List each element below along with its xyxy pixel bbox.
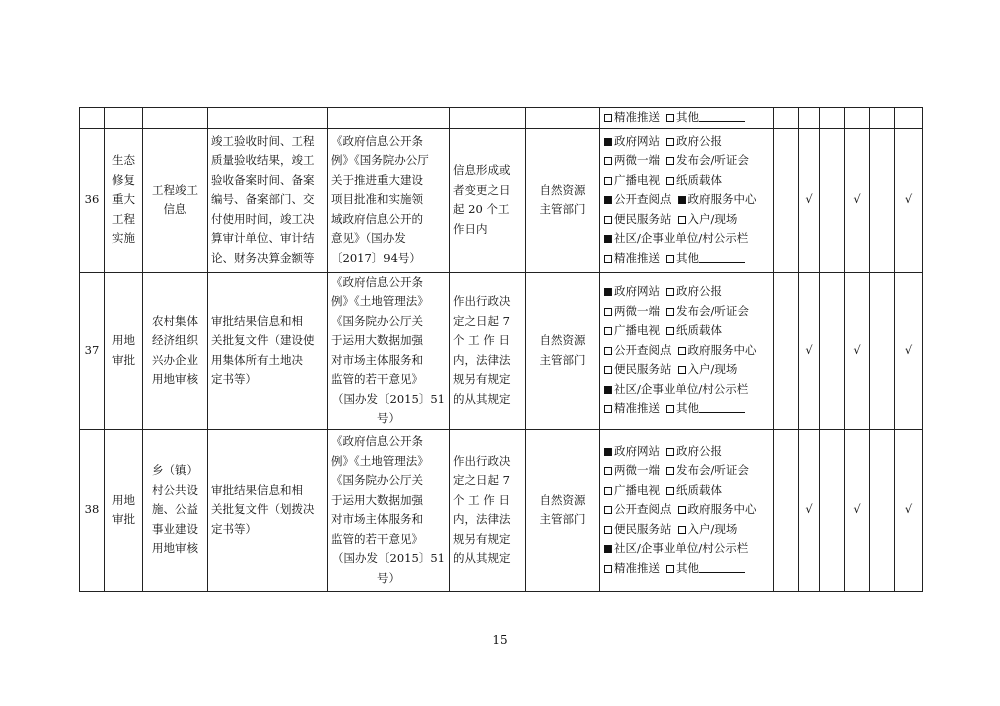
checkbox-icon [678,526,686,534]
item-cell-line: 兴办企业 [152,352,198,367]
basis-cell-line: 域政府信息公开的 [331,211,423,226]
channel-line [604,321,769,341]
item-cell-line: 事业建设 [152,521,198,536]
channel-line [604,171,769,191]
row-number: 38 [80,429,105,591]
checkbox-icon [604,405,612,413]
checkbox-icon [666,467,674,475]
department-cell-line: 自然资源 [539,492,586,507]
content-cell-line: 论、财务决算金额等 [211,250,315,265]
basis-cell-line: （国办发〔2015〕51 [332,551,445,565]
channel-label: 其他 [676,250,699,265]
time-limit-cell-line: 个 工 作 日 [453,333,510,347]
cell-empty [208,108,328,129]
basis-cell-line: 对市场主体服务和 [331,512,423,526]
check-mark-cell: √ [845,429,870,591]
row-number: 37 [80,272,105,429]
channel-label: 公开查阅点 [614,502,672,517]
cell-empty [774,128,799,272]
blank-line [699,111,745,122]
channel-line [604,229,769,249]
content-cell-line: 定书等） [211,521,257,536]
cell-empty [105,108,143,129]
checkbox-icon [604,177,612,185]
checkbox-icon [666,157,674,165]
content-cell [208,128,328,272]
channel-label: 政府网站 [614,284,660,299]
department-cell-line: 自然资源 [539,182,586,197]
time-limit-cell-line: 内，法律法 [453,352,511,367]
basis-cell [328,128,450,272]
content-cell-line: 验收备案时间、备案 [211,172,315,187]
cell-empty [774,429,799,591]
channel-label: 社区/企事业单位/村公示栏 [614,541,749,556]
category-cell-line: 用地 [112,492,135,507]
item-cell-line: 用地审核 [152,372,198,386]
item-cell-line: 经济组织 [152,333,198,347]
checked-box-icon [604,196,612,204]
category-cell-line: 工程 [112,211,135,226]
check-mark-cell: √ [799,272,820,429]
checkbox-icon [666,177,674,185]
checkbox-icon [666,308,674,316]
time-limit-cell-line: 起 20 个工 [453,202,510,216]
basis-cell-line: 例》《国务院办公厅 [331,153,429,168]
channel-label: 政府服务中心 [687,342,757,357]
time-limit-cell-line: 信息形成或 [453,163,511,177]
checkbox-icon [666,327,674,335]
time-limit-cell [450,429,526,591]
checkbox-icon [678,506,686,514]
content-cell-line: 审批结果信息和相 [211,313,303,328]
checkbox-icon [666,448,674,456]
basis-cell-line: 《国务院办公厅关 [331,473,423,487]
basis-cell-line: 监管的若干意见》 [331,531,423,546]
basis-cell-line: 《政府信息公开条 [331,274,423,289]
checkbox-icon [604,366,612,374]
cell-empty [870,108,895,129]
channel-line [604,190,769,210]
channels-cell [600,128,774,272]
content-cell [208,272,328,429]
category-cell-line: 审批 [112,512,135,526]
check-mark-cell: √ [895,429,923,591]
channels-cell [600,429,774,591]
content-cell-line: 编号、备案部门、交 [211,192,315,207]
checkbox-icon [604,347,612,355]
checkbox-icon [666,405,674,413]
department-cell [526,128,600,272]
item-cell-line: 施、公益 [152,502,198,517]
checkbox-icon [666,487,674,495]
content-cell-line: 关批复文件（划拨决 [211,502,315,517]
cell-empty [870,429,895,591]
time-limit-cell-line: 的从其规定 [453,391,511,406]
basis-cell-line: 《国务院办公厅关 [331,313,423,328]
channel-label: 其他 [676,401,699,416]
check-mark-cell: √ [799,128,820,272]
time-limit-cell-line: 作出行政决 [453,294,511,308]
channel-line [604,539,769,559]
checked-box-icon [604,138,612,146]
blank-line [699,562,745,573]
channel-label: 两微一端 [614,463,660,478]
cell-empty [774,108,799,129]
channel-label: 政府网站 [614,443,660,458]
content-cell-line: 审批结果信息和相 [211,482,303,497]
item-cell-line: 信息 [163,202,187,216]
channel-line [604,500,769,520]
channel-label: 政府服务中心 [687,192,757,207]
check-mark-cell: √ [845,272,870,429]
channel-line [604,520,769,540]
cell-empty [870,128,895,272]
channel-label: 入户/现场 [687,211,738,226]
item-cell-line: 用地审核 [152,541,198,556]
checked-box-icon [604,288,612,296]
time-limit-cell-line: 规另有规定 [453,531,511,546]
channel-label: 其他 [676,560,699,575]
department-cell [526,429,600,591]
department-cell [526,272,600,429]
item-cell-line: 工程竣工 [152,182,198,197]
channel-line [604,151,769,171]
channel-label: 发布会/听证会 [676,463,749,478]
checkbox-icon [666,255,674,263]
basis-cell-line: 例》《土地管理法》 [331,294,429,308]
checkbox-icon [678,216,686,224]
channel-label: 政府公报 [676,443,722,458]
item-cell [143,128,208,272]
channel-label: 政府公报 [676,133,722,148]
channel-line [604,380,769,400]
basis-cell-line: 监管的若干意见》 [331,372,423,386]
basis-cell [328,272,450,429]
basis-cell-line: 于运用大数据加强 [331,333,423,347]
category-cell [105,128,143,272]
cell-empty [450,108,526,129]
channel-label: 精准推送 [614,250,660,265]
basis-cell-line: 意见》（国办发 [331,231,406,246]
channel-label: 广播电视 [614,482,660,497]
cell-empty [820,429,845,591]
table-row [80,429,923,591]
time-limit-cell-line: 内，法律法 [453,512,511,526]
channels-cell [600,272,774,429]
disclosure-table [79,107,923,592]
channel-label: 公开查阅点 [614,192,672,207]
department-cell-line: 主管部门 [539,512,586,526]
channel-line [604,282,769,302]
cell-empty [774,272,799,429]
basis-cell-line: 关于推进重大建设 [331,172,423,187]
channel-line [604,399,769,419]
checkbox-icon [666,138,674,146]
content-cell-line: 质量验收结果，竣工 [211,153,315,168]
blank-line [699,252,745,263]
category-cell-line: 审批 [112,352,135,367]
time-limit-cell-line: 的从其规定 [453,551,511,565]
category-cell [105,272,143,429]
category-cell [105,429,143,591]
checkbox-icon [604,327,612,335]
basis-cell-line: 于运用大数据加强 [331,492,423,507]
channels-cell [600,108,774,129]
channel-label: 两微一端 [614,153,660,168]
channel-label: 精准推送 [614,401,660,416]
checkbox-icon [604,114,612,122]
checkbox-icon [604,255,612,263]
channel-label: 入户/现场 [687,521,738,536]
cell-empty [799,108,820,129]
basis-cell-line: 〔2017〕94号） [331,250,421,265]
category-cell-line: 用地 [112,333,135,347]
basis-cell-line: 号） [377,570,400,585]
channel-line [604,341,769,361]
content-cell-line: 算审计单位、审计结 [211,231,315,246]
channel-label: 社区/企事业单位/村公示栏 [614,231,749,246]
channel-label: 便民服务站 [614,521,672,536]
item-cell-line: 乡（镇） [152,463,198,478]
channel-label: 政府网站 [614,133,660,148]
basis-cell-line: 项目批准和实施领 [331,192,423,207]
checkbox-icon [666,288,674,296]
content-cell-line: 付使用时间，竣工决 [211,211,315,226]
page-number: 15 [492,633,508,647]
basis-cell [328,429,450,591]
channel-label: 其他 [676,110,699,124]
channel-label: 便民服务站 [614,362,672,377]
basis-cell-line: 号） [377,411,400,425]
department-cell-line: 主管部门 [539,352,586,367]
time-limit-cell-line: 者变更之日 [453,182,511,197]
category-cell-line: 修复 [112,172,135,187]
channel-label: 广播电视 [614,172,660,187]
basis-cell-line: 《政府信息公开条 [331,133,423,148]
check-mark-cell: √ [895,272,923,429]
channel-label: 纸质载体 [676,482,722,497]
check-mark-cell: √ [799,429,820,591]
channel-line [604,559,769,579]
channel-line [604,360,769,380]
cell-empty [870,272,895,429]
table-row [80,128,923,272]
cell-empty [328,108,450,129]
checkbox-icon [666,114,674,122]
channel-label: 便民服务站 [614,211,672,226]
checkbox-icon [604,526,612,534]
channel-label: 纸质载体 [676,323,722,338]
channel-label: 社区/企事业单位/村公示栏 [614,381,749,396]
checkbox-icon [604,506,612,514]
row-number: 36 [80,128,105,272]
checked-box-icon [604,386,612,394]
checkbox-icon [604,467,612,475]
basis-cell-line: 对市场主体服务和 [331,352,423,367]
time-limit-cell [450,128,526,272]
cell-empty [80,108,105,129]
item-cell-line: 农村集体 [152,313,198,328]
time-limit-cell [450,272,526,429]
table-row [80,272,923,429]
department-cell-line: 自然资源 [539,333,586,347]
cell-empty [526,108,600,129]
time-limit-cell-line: 作出行政决 [453,453,511,468]
category-cell-line: 生态 [112,153,135,168]
table-row-continued [80,108,923,129]
check-mark-cell: √ [845,128,870,272]
channel-label: 政府公报 [676,284,722,299]
channel-line [604,461,769,481]
channel-line [604,481,769,501]
checked-box-icon [604,545,612,553]
checkbox-icon [678,347,686,355]
category-cell-line: 重大 [112,192,135,207]
cell-empty [820,128,845,272]
channel-label: 精准推送 [614,110,660,124]
time-limit-cell-line: 定之日起 7 [453,313,510,328]
content-cell-line: 关批复文件（建设使 [211,333,315,347]
channel-label: 发布会/听证会 [676,153,749,168]
checked-box-icon [678,196,686,204]
channel-line [604,249,769,269]
content-cell [208,429,328,591]
channel-label: 广播电视 [614,323,660,338]
content-cell-line: 定书等） [211,372,257,386]
checkbox-icon [604,487,612,495]
time-limit-cell-line: 定之日起 7 [453,473,510,487]
channel-label: 纸质载体 [676,172,722,187]
channel-line [604,442,769,462]
channel-line [604,302,769,322]
blank-line [699,402,745,413]
time-limit-cell-line: 个 工 作 日 [453,492,510,507]
basis-cell-line: （国办发〔2015〕51 [332,391,445,406]
channel-label: 入户/现场 [687,362,738,377]
checkbox-icon [604,216,612,224]
checkbox-icon [604,157,612,165]
item-cell-line: 村公共设 [152,482,198,497]
checkbox-icon [678,366,686,374]
check-mark-cell: √ [895,128,923,272]
content-cell-line: 竣工验收时间、工程 [211,133,315,148]
channel-label: 公开查阅点 [614,342,672,357]
time-limit-cell-line: 规另有规定 [453,372,511,386]
cell-empty [143,108,208,129]
channel-label: 两微一端 [614,303,660,318]
content-cell-line: 用集体所有土地决 [211,352,303,367]
checked-box-icon [604,448,612,456]
cell-empty [820,272,845,429]
channel-label: 精准推送 [614,560,660,575]
basis-cell-line: 《政府信息公开条 [331,434,423,448]
channel-line [604,132,769,152]
checkbox-icon [666,565,674,573]
time-limit-cell-line: 作日内 [453,221,488,236]
category-cell-line: 实施 [112,231,135,246]
channel-line [604,210,769,230]
checkbox-icon [604,565,612,573]
department-cell-line: 主管部门 [539,202,586,216]
cell-empty [895,108,923,129]
basis-cell-line: 例》《土地管理法》 [331,453,429,468]
item-cell [143,272,208,429]
cell-empty [845,108,870,129]
checked-box-icon [604,235,612,243]
checkbox-icon [604,308,612,316]
item-cell [143,429,208,591]
cell-empty [820,108,845,129]
channel-label: 发布会/听证会 [676,303,749,318]
channel-label: 政府服务中心 [687,502,757,517]
